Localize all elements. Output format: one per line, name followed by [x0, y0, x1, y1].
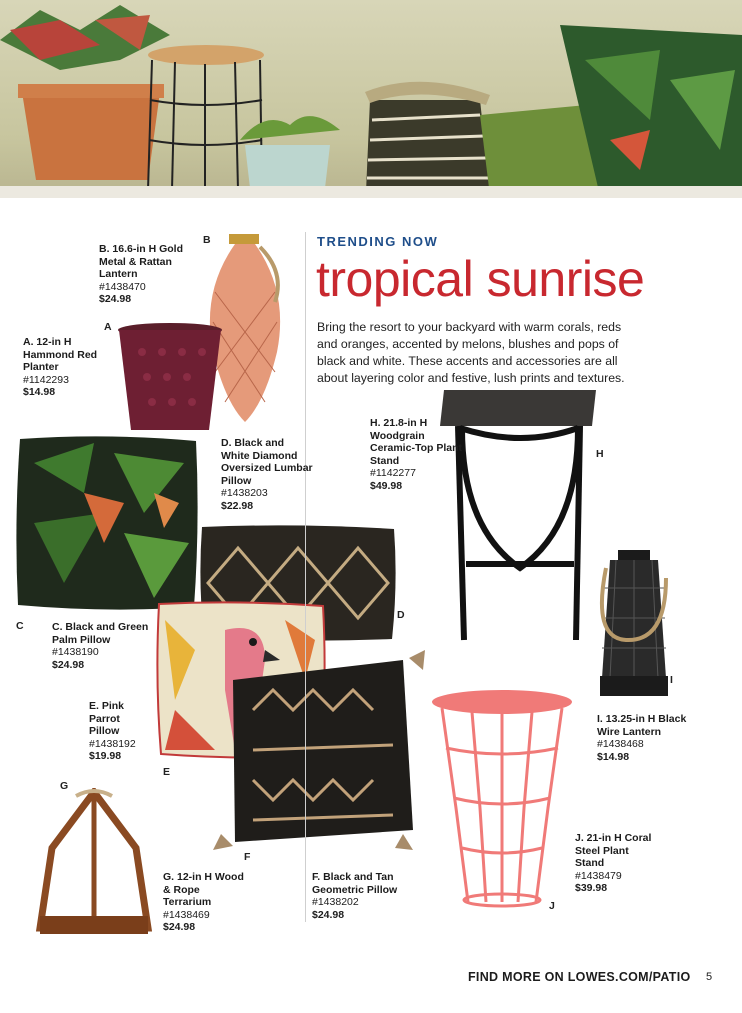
item-h-name: H. 21.8-in H Woodgrain Ceramic-Top Plant Stand	[370, 417, 462, 467]
item-h-price: $49.98	[370, 479, 403, 492]
black-wire-lantern-image	[596, 548, 672, 698]
item-e-name: E. Pink Parrot Pillow	[89, 700, 125, 738]
item-b-price: $24.98	[99, 293, 132, 306]
tag-j: J	[549, 900, 555, 912]
item-f-sku: #1438202	[312, 896, 359, 909]
item-f-price: $24.98	[312, 908, 345, 921]
intro-paragraph: Bring the resort to your backyard with warm corals, reds and oranges, accented by melons, blushes and pops of black and white. These accents and accessories are all about layering color and festive, lush prints and textures.	[317, 320, 625, 385]
item-d-price: $22.98	[221, 499, 254, 512]
item-j-name: J. 21-in H Coral Steel Plant Stand	[575, 832, 652, 870]
eyebrow-label: TRENDING NOW	[317, 234, 439, 249]
hero-illustration	[0, 0, 742, 198]
item-e-price: $19.98	[89, 750, 122, 763]
item-j-sku: #1438479	[575, 869, 622, 882]
red-planter-image	[117, 322, 223, 432]
item-i	[597, 713, 687, 763]
tag-b: B	[203, 234, 211, 246]
item-a-price: $14.98	[23, 386, 56, 399]
tag-d: D	[397, 609, 405, 621]
item-g-price: $24.98	[163, 921, 196, 934]
item-c-price: $24.98	[52, 658, 85, 671]
footer-link[interactable]: FIND MORE ON LOWES.COM/PATIO	[468, 970, 691, 984]
item-e	[89, 700, 153, 763]
column-divider	[305, 232, 306, 922]
palm-pillow-image	[14, 433, 200, 613]
geometric-pillow-image	[213, 650, 433, 850]
item-j-price: $39.98	[575, 882, 608, 895]
item-d-sku: #1438203	[221, 487, 268, 500]
tag-a: A	[104, 321, 112, 333]
item-f	[312, 871, 424, 921]
tag-c: C	[16, 620, 24, 632]
item-e-sku: #1438192	[89, 737, 136, 750]
item-d-name: D. Black and White Diamond Oversized Lumbar Pillow	[221, 437, 313, 487]
coral-plant-stand-image	[428, 688, 576, 910]
tag-i: I	[670, 674, 673, 686]
item-i-sku: #1438468	[597, 738, 644, 751]
item-d	[221, 437, 313, 513]
item-a	[23, 336, 109, 399]
terrarium-image	[36, 788, 152, 936]
item-j	[575, 832, 657, 895]
item-i-price: $14.98	[597, 750, 630, 763]
item-c	[52, 621, 152, 671]
item-g	[163, 871, 249, 934]
tag-f: F	[244, 851, 251, 863]
item-i-name: I. 13.25-in H Black Wire Lantern	[597, 713, 687, 738]
page-number: 5	[706, 971, 713, 983]
tag-e: E	[163, 766, 171, 778]
item-c-name: C. Black and Green Palm Pillow	[52, 621, 149, 646]
item-h-sku: #1142277	[370, 467, 416, 480]
item-b-name: B. 16.6-in H Gold Metal & Rattan Lantern	[99, 243, 184, 281]
tag-g: G	[60, 780, 69, 792]
item-b	[99, 243, 197, 306]
item-g-sku: #1438469	[163, 908, 210, 921]
hero-photo	[0, 0, 742, 198]
item-a-sku: #1142293	[23, 373, 69, 386]
item-b-sku: #1438470	[99, 280, 146, 293]
item-a-name: A. 12-in H Hammond Red Planter	[23, 336, 98, 374]
page-title: tropical sunrise	[316, 251, 645, 307]
item-f-name: F. Black and Tan Geometric Pillow	[312, 871, 398, 896]
item-h	[370, 417, 466, 493]
tag-h: H	[596, 448, 604, 460]
item-c-sku: #1438190	[52, 646, 99, 659]
item-g-name: G. 12-in H Wood & Rope Terrarium	[163, 871, 244, 909]
